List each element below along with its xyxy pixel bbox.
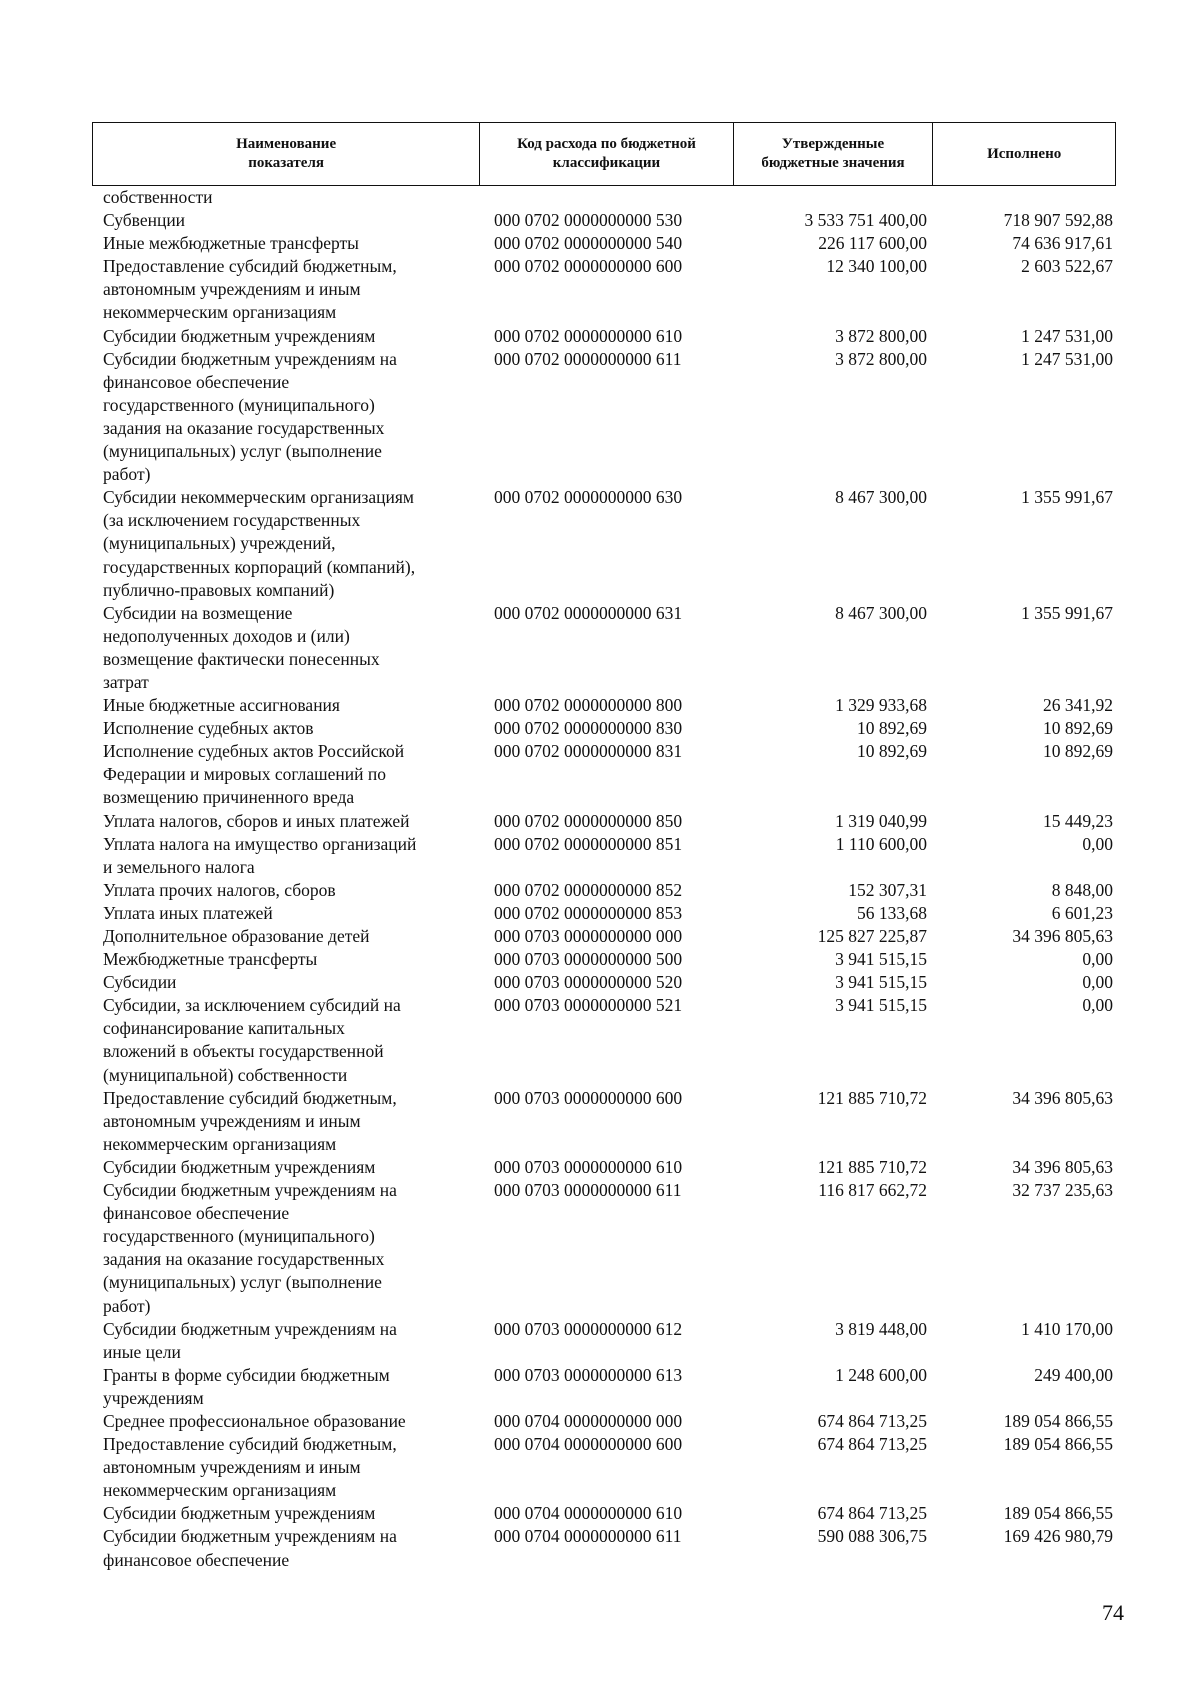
row-name: Уплата налогов, сборов и иных платежей [103, 810, 410, 831]
row-executed: 249 400,00 [1034, 1364, 1113, 1385]
row-name: Межбюджетные трансферты [103, 949, 318, 970]
table-row [0, 486, 1200, 601]
row-approved: 152 307,31 [848, 879, 927, 900]
row-name: Субсидии бюджетным учреждениям [103, 1156, 376, 1177]
row-executed: 6 601,23 [1051, 902, 1113, 923]
table-row [0, 833, 1200, 879]
row-executed: 169 426 980,79 [1003, 1526, 1113, 1547]
table-row [0, 740, 1200, 809]
row-approved: 3 533 751 400,00 [804, 210, 927, 231]
row-executed: 0,00 [1082, 972, 1113, 993]
row-code: 000 0702 0000000000 800 [494, 695, 683, 716]
row-code: 000 0702 0000000000 852 [494, 879, 683, 900]
row-approved: 226 117 600,00 [818, 233, 927, 254]
row-code: 000 0703 0000000000 610 [494, 1156, 683, 1177]
row-name: Иные бюджетные ассигнования [103, 695, 340, 716]
row-code: 000 0702 0000000000 851 [494, 833, 683, 854]
table-row [0, 948, 1200, 971]
row-name: Субсидии бюджетным учреждениям [103, 1503, 376, 1524]
row-executed: 1 410 170,00 [1021, 1318, 1113, 1339]
table-row [0, 694, 1200, 717]
header-name: Наименование показателя [93, 123, 480, 185]
row-approved: 3 872 800,00 [835, 325, 927, 346]
row-name: Исполнение судебных актов [103, 718, 314, 739]
row-executed: 10 892,69 [1043, 741, 1113, 762]
row-name: Уплата прочих налогов, сборов [103, 879, 336, 900]
row-name: Иные межбюджетные трансферты [103, 233, 359, 254]
table-row [0, 1179, 1200, 1318]
row-name: Исполнение судебных актов Российской Федерации и мировых соглашений по возмещению причиненного вреда [103, 741, 405, 808]
row-code: 000 0704 0000000000 000 [494, 1410, 683, 1431]
row-executed: 189 054 866,55 [1003, 1410, 1113, 1431]
row-approved: 3 941 515,15 [835, 972, 927, 993]
row-name: Предоставление субсидий бюджетным, автономным учреждениям и иным некоммерческим организациям [103, 256, 397, 323]
row-approved: 590 088 306,75 [817, 1526, 927, 1547]
row-code: 000 0702 0000000000 631 [494, 602, 683, 623]
row-name: Субсидии бюджетным учреждениям на иные цели [103, 1318, 397, 1362]
row-name: Уплата налога на имущество организаций и земельного налога [103, 833, 417, 877]
row-code: 000 0702 0000000000 830 [494, 718, 683, 739]
row-name: Субсидии бюджетным учреждениям на финансовое обеспечение государственного (муниципального) задания на оказание государственных (муниципальных) услуг (выполнение работ) [103, 348, 397, 485]
row-executed: 189 054 866,55 [1003, 1434, 1113, 1455]
row-executed: 0,00 [1082, 833, 1113, 854]
table-row [0, 925, 1200, 948]
row-code: 000 0703 0000000000 613 [494, 1364, 683, 1385]
table-row [0, 1156, 1200, 1179]
row-code: 000 0703 0000000000 521 [494, 995, 683, 1016]
row-approved: 3 819 448,00 [835, 1318, 927, 1339]
row-code: 000 0702 0000000000 540 [494, 233, 683, 254]
row-code: 000 0704 0000000000 600 [494, 1434, 683, 1455]
table-row [0, 879, 1200, 902]
row-approved: 116 817 662,72 [818, 1180, 927, 1201]
row-approved: 1 329 933,68 [835, 695, 927, 716]
row-code: 000 0703 0000000000 600 [494, 1087, 683, 1108]
row-name: Субсидии бюджетным учреждениям [103, 325, 376, 346]
row-approved: 121 885 710,72 [817, 1156, 927, 1177]
table-row [0, 1433, 1200, 1502]
row-approved: 1 110 600,00 [835, 833, 927, 854]
row-name: Субсидии на возмещение недополученных доходов и (или) возмещение фактически понесенных затрат [103, 602, 380, 692]
row-executed: 718 907 592,88 [1003, 210, 1113, 231]
row-name: Субсидии некоммерческим организациям (за исключением государственных (муниципальных) учреждений, государственных корпораций (компаний), публично-правовых компаний) [103, 487, 416, 600]
header-approved: Утвержденные бюджетные значения [734, 123, 934, 185]
row-name: Субсидии, за исключением субсидий на софинансирование капитальных вложений в объекты государственной (муниципальной) собственности [103, 995, 401, 1085]
table-row [0, 1087, 1200, 1156]
row-approved: 1 248 600,00 [835, 1364, 927, 1385]
row-approved: 674 864 713,25 [817, 1410, 927, 1431]
row-executed: 74 636 917,61 [1012, 233, 1113, 254]
row-code: 000 0702 0000000000 600 [494, 256, 683, 277]
row-code: 000 0704 0000000000 610 [494, 1503, 683, 1524]
row-executed: 8 848,00 [1051, 879, 1113, 900]
row-executed: 2 603 522,67 [1021, 256, 1113, 277]
page-number: 74 [1102, 1600, 1124, 1625]
row-approved: 10 892,69 [857, 741, 927, 762]
table-row [0, 1502, 1200, 1525]
row-code: 000 0702 0000000000 630 [494, 487, 683, 508]
row-code: 000 0702 0000000000 850 [494, 810, 683, 831]
row-name: Субвенции [103, 210, 186, 231]
table-row [0, 325, 1200, 348]
row-approved: 56 133,68 [857, 902, 927, 923]
row-approved: 674 864 713,25 [817, 1434, 927, 1455]
row-code: 000 0702 0000000000 853 [494, 902, 683, 923]
row-name: Гранты в форме субсидии бюджетным учреждениям [103, 1364, 390, 1408]
row-approved: 8 467 300,00 [835, 602, 927, 623]
row-executed: 0,00 [1082, 949, 1113, 970]
table-header [92, 122, 1116, 186]
row-name: Среднее профессиональное образование [103, 1410, 406, 1431]
row-code: 000 0702 0000000000 831 [494, 741, 683, 762]
row-approved: 3 941 515,15 [835, 995, 927, 1016]
table-row [0, 186, 1200, 209]
row-executed: 1 355 991,67 [1021, 487, 1113, 508]
row-executed: 15 449,23 [1043, 810, 1113, 831]
row-name: Предоставление субсидий бюджетным, автономным учреждениям и иным некоммерческим организациям [103, 1434, 397, 1501]
table-row [0, 232, 1200, 255]
table-row [0, 209, 1200, 232]
row-executed: 0,00 [1082, 995, 1113, 1016]
row-approved: 3 941 515,15 [835, 949, 927, 970]
table-body [0, 186, 1200, 1572]
row-code: 000 0703 0000000000 000 [494, 926, 683, 946]
row-code: 000 0703 0000000000 611 [494, 1180, 682, 1201]
table-row [0, 810, 1200, 833]
row-approved: 10 892,69 [857, 718, 927, 739]
row-executed: 32 737 235,63 [1012, 1180, 1113, 1201]
row-executed: 34 396 805,63 [1012, 1087, 1113, 1108]
row-code: 000 0702 0000000000 611 [494, 348, 682, 369]
row-executed: 34 396 805,63 [1012, 926, 1113, 946]
row-executed: 26 341,92 [1043, 695, 1113, 716]
table-row [0, 255, 1200, 324]
row-executed: 34 396 805,63 [1012, 1156, 1113, 1177]
row-code: 000 0703 0000000000 520 [494, 972, 683, 993]
row-code: 000 0702 0000000000 610 [494, 325, 683, 346]
row-executed: 189 054 866,55 [1003, 1503, 1113, 1524]
row-approved: 674 864 713,25 [817, 1503, 927, 1524]
row-code: 000 0703 0000000000 612 [494, 1318, 683, 1339]
header-executed: Исполнено [987, 145, 1062, 162]
row-approved: 3 872 800,00 [835, 348, 927, 369]
table-row [0, 1318, 1200, 1364]
row-name: Предоставление субсидий бюджетным, автономным учреждениям и иным некоммерческим организациям [103, 1087, 397, 1154]
row-name: Уплата иных платежей [103, 902, 273, 923]
row-approved: 1 319 040,99 [835, 810, 927, 831]
row-name: Дополнительное образование детей [103, 926, 370, 946]
row-name: Субсидии [103, 972, 177, 993]
header-code: Код расхода по бюджетной классификации [480, 123, 734, 185]
table-row [0, 717, 1200, 740]
row-executed: 1 355 991,67 [1021, 602, 1113, 623]
table-row [0, 971, 1200, 994]
table-row [0, 1410, 1200, 1433]
table-row [0, 1525, 1200, 1571]
row-executed: 1 247 531,00 [1021, 348, 1113, 369]
row-executed: 10 892,69 [1043, 718, 1113, 739]
row-approved: 12 340 100,00 [826, 256, 927, 277]
row-approved: 8 467 300,00 [835, 487, 927, 508]
row-name: собственности [103, 187, 213, 207]
row-name: Субсидии бюджетным учреждениям на финансовое обеспечение [103, 1526, 397, 1570]
table-row [0, 602, 1200, 694]
row-code: 000 0704 0000000000 611 [494, 1526, 682, 1547]
row-approved: 125 827 225,87 [817, 926, 927, 946]
row-code: 000 0703 0000000000 500 [494, 949, 683, 970]
table-row [0, 348, 1200, 487]
row-approved: 121 885 710,72 [817, 1087, 927, 1108]
table-row [0, 902, 1200, 925]
row-code: 000 0702 0000000000 530 [494, 210, 683, 231]
row-name: Субсидии бюджетным учреждениям на финансовое обеспечение государственного (муниципального) задания на оказание государственных (муниципальных) услуг (выполнение работ) [103, 1180, 397, 1316]
table-row [0, 994, 1200, 1086]
table-row [0, 1364, 1200, 1410]
row-executed: 1 247 531,00 [1021, 325, 1113, 346]
